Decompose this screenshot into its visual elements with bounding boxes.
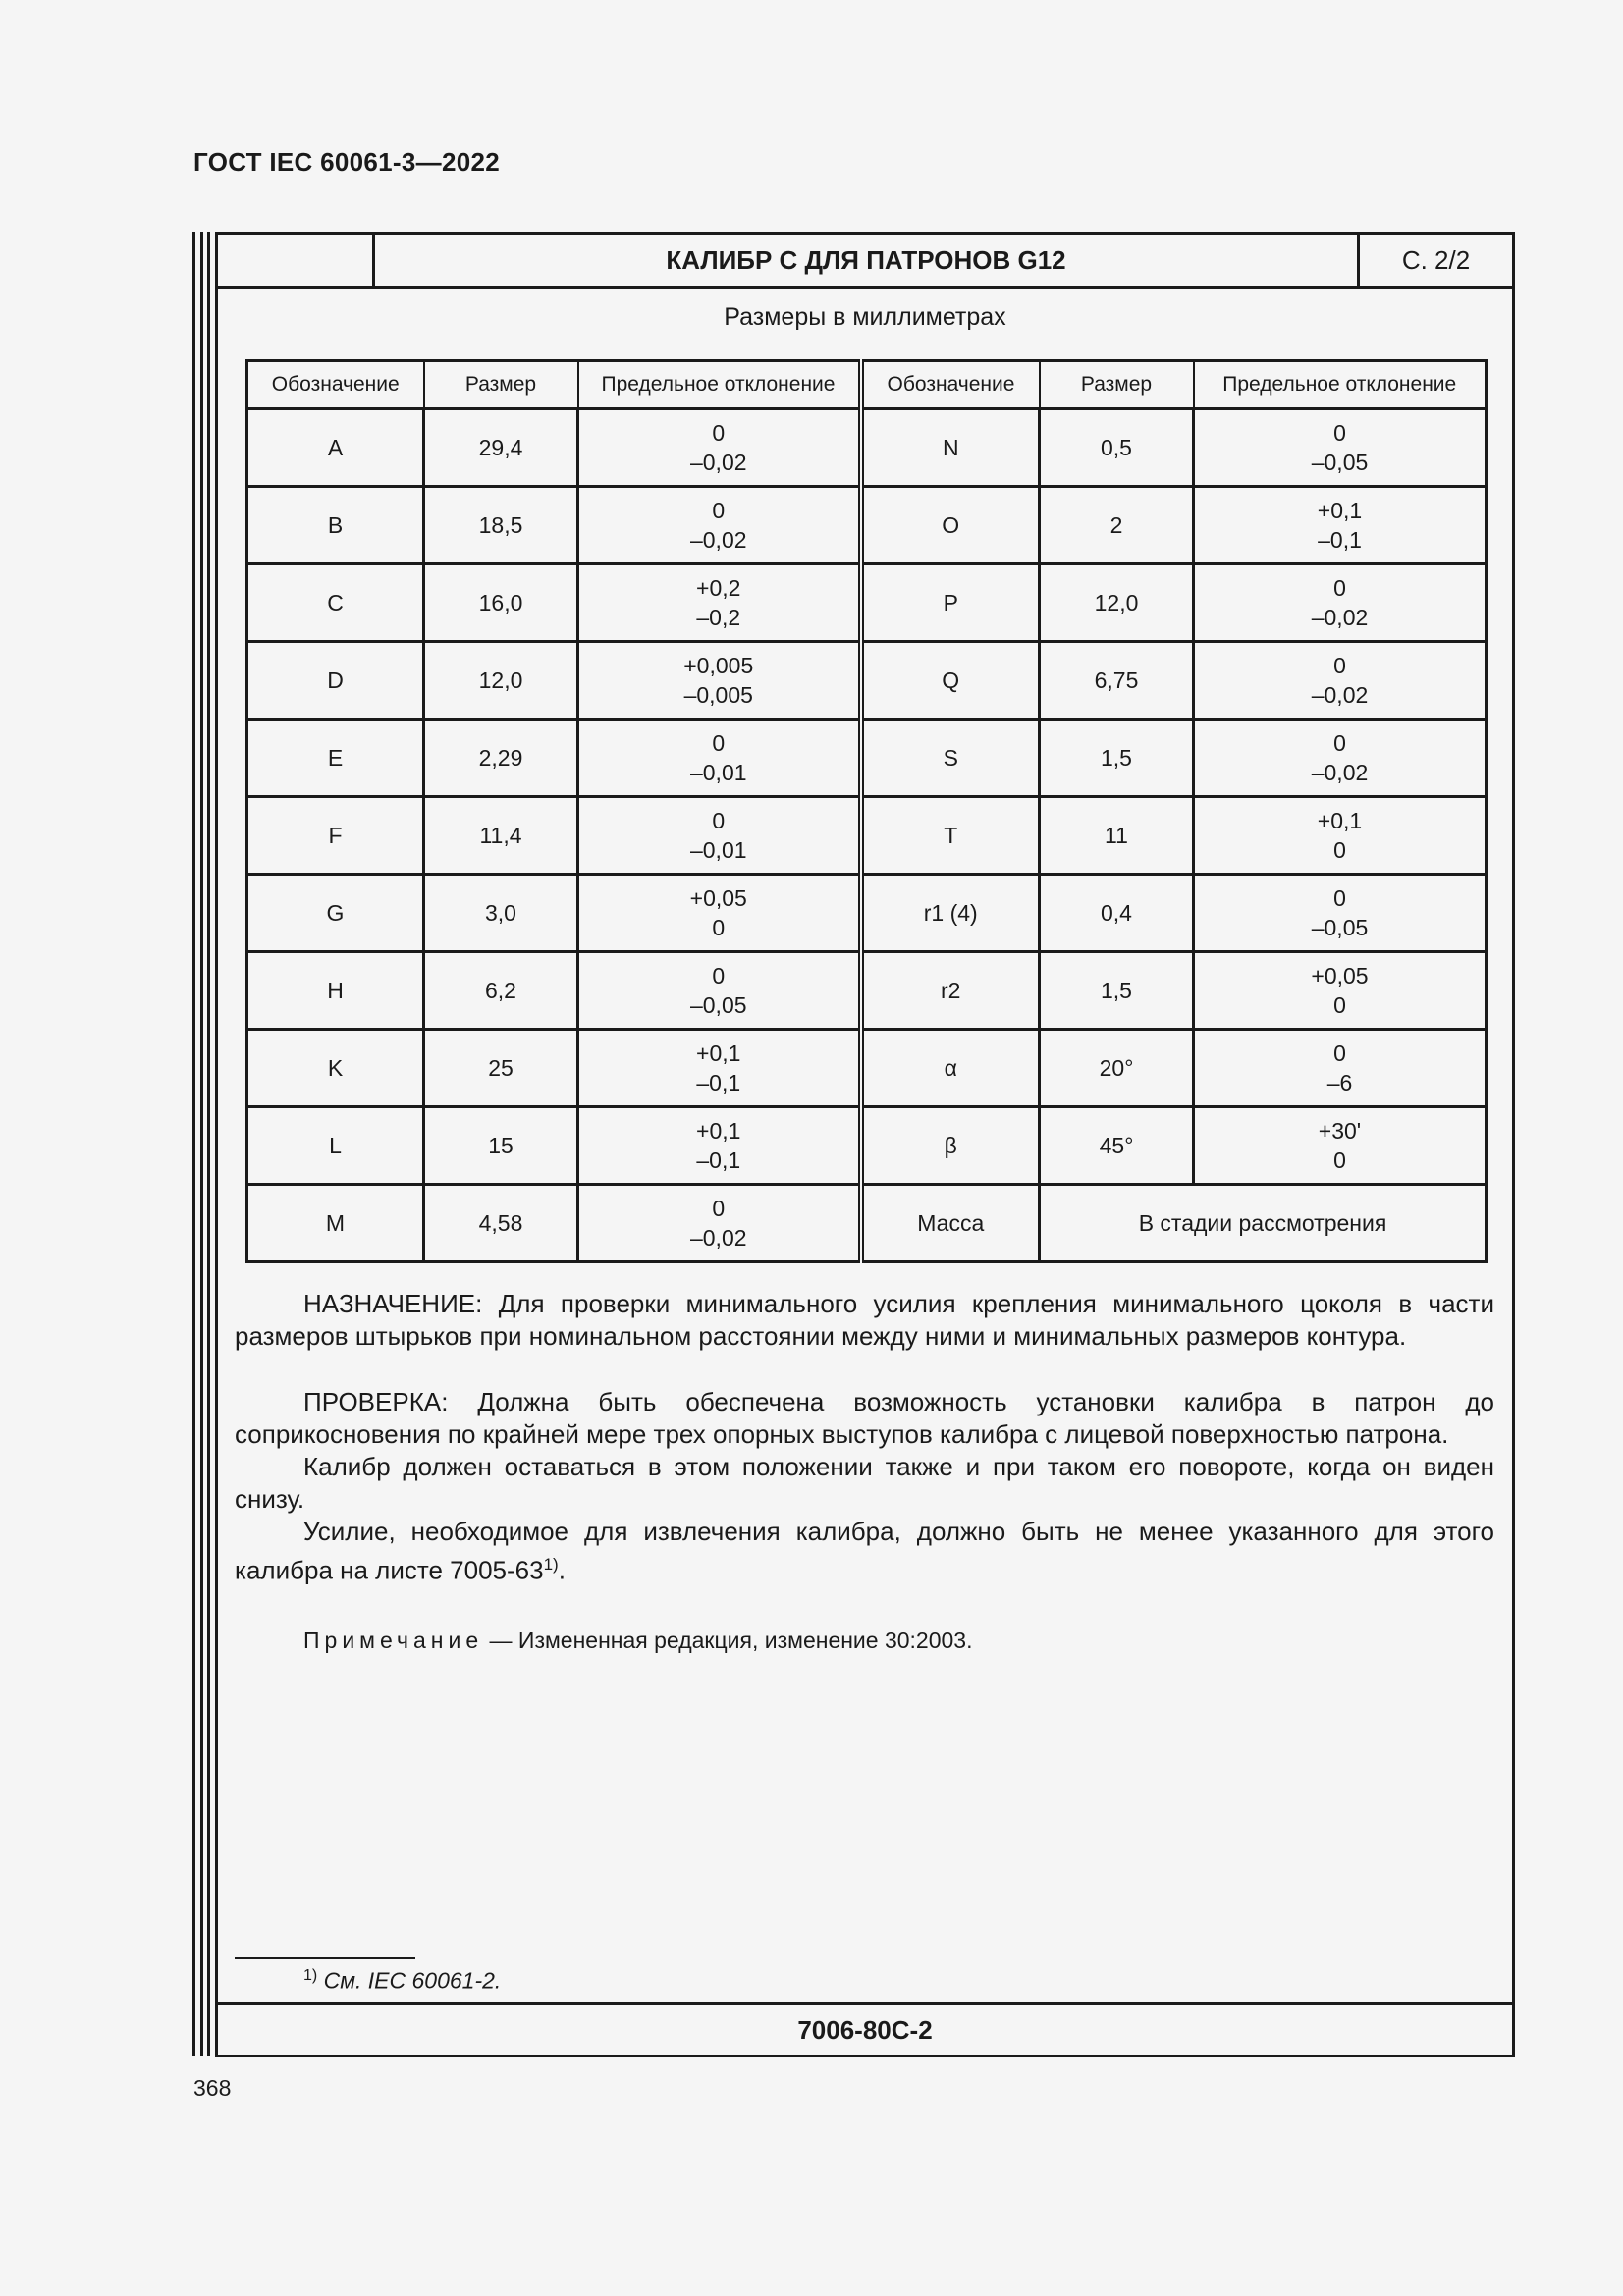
title-blank-cell [218,235,375,286]
tolerance-cell [578,1030,861,1107]
size-cell-value: 3,0 [485,900,516,926]
tolerance-cell [1194,875,1487,952]
tolerance-cell-value: –0,05 [1311,915,1369,940]
tolerance-cell [1194,797,1487,875]
tolerance-cell-value: +0,05 [1311,963,1369,988]
designation-cell [247,487,424,564]
tolerance-cell [578,1107,861,1185]
size-cell [1040,952,1194,1030]
tolerance-cell-value: –0,2 [696,605,741,630]
sheet-title: КАЛИБР С ДЛЯ ПАТРОНОВ G12 [375,235,1360,286]
tolerance-cell [578,642,861,720]
tolerance-cell-value: +0,1 [696,1041,741,1066]
force-text: Усилие, необходимое для извлечения калибра, должно быть не менее указанного для этого калибра на листе 7005-63 [235,1517,1494,1585]
size-cell [1040,487,1194,564]
footnote-mark: 1) [303,1967,318,1984]
footnote [303,1967,501,1995]
footnote-ref: 1) [543,1555,559,1574]
designation-cell-value: r1 (4) [923,900,978,926]
table-row [247,642,1487,720]
tolerance-cell-value: +0,1 [1317,498,1363,523]
size-cell [1040,1030,1194,1107]
tolerance-cell-value: +0,2 [696,575,741,601]
side-rule [200,232,203,2056]
table-row [247,1185,1487,1262]
dimensions-table [245,359,1488,1263]
table-row [247,797,1487,875]
size-cell [424,797,578,875]
mass-value-cell [1040,1185,1487,1262]
designation-cell-value: H [327,978,344,1003]
size-cell-value: 6,2 [485,978,516,1003]
designation-cell [247,875,424,952]
table-row [247,875,1487,952]
size-cell [424,875,578,952]
tolerance-cell-value: +30' [1318,1118,1362,1144]
tolerance-cell [1194,1107,1487,1185]
designation-cell [247,409,424,487]
tolerance-cell [1194,1030,1487,1107]
mass-label-cell [861,1185,1040,1262]
size-cell-value: 18,5 [478,512,523,538]
tolerance-cell [578,409,861,487]
tolerance-cell-value: 0 [712,808,726,833]
size-cell-value: 25 [488,1055,514,1081]
column-header: Предельное отклонение [578,361,861,409]
size-cell [424,1030,578,1107]
size-cell-value: 16,0 [478,590,523,615]
size-cell [1040,1107,1194,1185]
designation-cell [247,642,424,720]
column-header: Размер [1040,361,1194,409]
designation-cell-value: P [943,590,958,615]
tolerance-cell-value: –0,1 [1318,527,1362,553]
designation-cell [861,875,1040,952]
designation-cell-value: G [326,900,345,926]
note-paragraph [235,1625,1494,1657]
designation-cell-value: N [942,435,959,460]
column-header: Предельное отклонение [1194,361,1487,409]
document-header: ГОСТ IEC 60061-3—2022 [193,147,500,177]
size-cell-value: 2,29 [478,745,523,771]
tolerance-cell [1194,564,1487,642]
table-row [247,564,1487,642]
size-cell-value: 1,5 [1101,978,1132,1003]
tolerance-cell-value: –0,1 [696,1070,741,1095]
size-cell-value: 45° [1099,1133,1134,1158]
tolerance-cell [578,564,861,642]
tolerance-cell-value: –0,01 [689,760,747,785]
designation-cell [247,564,424,642]
size-cell [424,1185,578,1262]
size-cell-value: 1,5 [1101,745,1132,771]
table-row [247,720,1487,797]
designation-cell-value: T [944,823,958,848]
size-cell-value: 15 [488,1133,514,1158]
gauge-sheet [215,232,1515,2057]
designation-cell-value: M [325,1210,346,1236]
size-cell-value: 0,5 [1101,435,1132,460]
size-cell-value: 6,75 [1094,667,1139,693]
designation-cell [861,1107,1040,1185]
note-label: Примечание [303,1627,484,1653]
size-cell-value: 11 [1105,823,1128,848]
size-cell [1040,409,1194,487]
tolerance-cell-value: –0,01 [689,837,747,863]
tolerance-cell-value: –0,05 [689,992,747,1018]
designation-cell [247,720,424,797]
title-row [218,235,1512,289]
size-cell [424,487,578,564]
tolerance-cell-value: –0,02 [689,450,747,475]
footnote-rule [235,1957,415,1959]
table-row [247,1030,1487,1107]
size-cell-value: 12,0 [478,667,523,693]
size-cell [424,642,578,720]
footnote-text: См. IEC 60061-2. [323,1967,502,1994]
tolerance-cell [578,797,861,875]
tolerance-cell-value: –0,02 [689,1225,747,1251]
tolerance-cell-value: 0 [1333,1041,1346,1066]
designation-cell-value: S [943,745,958,771]
designation-cell-value: Q [942,667,960,693]
tolerance-cell-value: 0 [1333,420,1346,446]
tolerance-cell [578,1185,861,1262]
designation-cell [247,1185,424,1262]
table-row [247,952,1487,1030]
tolerance-cell-value: 0 [712,420,726,446]
designation-cell-value: B [327,512,344,538]
designation-cell [861,1030,1040,1107]
column-header: Размер [424,361,578,409]
tolerance-cell [578,720,861,797]
designation-cell-value: A [327,435,344,460]
tolerance-cell-value: 0 [712,498,726,523]
designation-cell [861,409,1040,487]
designation-cell [861,720,1040,797]
tolerance-cell [1194,952,1487,1030]
tolerance-cell-value: 0 [1333,837,1346,863]
table-row [247,409,1487,487]
designation-cell-value: O [942,512,960,538]
tolerance-cell-value: 0 [1333,730,1346,756]
tolerance-cell-value: –0,02 [1311,682,1369,708]
column-header: Обозначение [247,361,424,409]
size-cell [424,720,578,797]
designation-cell-value: L [329,1133,342,1158]
side-rule [207,232,210,2056]
purpose-paragraph: НАЗНАЧЕНИЕ: Для проверки минимального усилия крепления минимального цоколя в части размеров штырьков при номинальном расстоянии между ними и минимальных размеров контура. [235,1289,1494,1351]
size-cell [424,409,578,487]
designation-cell [861,487,1040,564]
tolerance-cell-value: 0 [1333,885,1346,911]
sheet-page-ref: С. 2/2 [1401,244,1471,275]
designation-cell [861,642,1040,720]
size-cell [1040,875,1194,952]
designation-cell-value: E [327,745,344,771]
size-cell-value: 20° [1099,1055,1134,1081]
tolerance-cell-value: –0,02 [1311,760,1369,785]
designation-cell-value: F [328,823,343,848]
tolerance-cell-value: –6 [1326,1070,1353,1095]
tolerance-cell-value: –0,005 [683,682,753,708]
size-cell [1040,564,1194,642]
tolerance-cell [578,875,861,952]
tolerance-cell-value: –0,02 [689,527,747,553]
tolerance-cell-value: +0,005 [683,653,754,678]
size-cell-value: 0,4 [1101,900,1132,926]
designation-cell [247,1030,424,1107]
table-header-row [247,361,1487,409]
designation-cell [247,797,424,875]
mass-value-cell-value: В стадии рассмотрения [1138,1210,1387,1236]
tolerance-cell-value: 0 [712,1196,726,1221]
designation-cell [247,952,424,1030]
force-end: . [558,1555,566,1585]
tolerance-cell-value: –0,1 [696,1148,741,1173]
size-cell-value: 4,58 [478,1210,523,1236]
tolerance-cell-value: –0,05 [1311,450,1369,475]
designation-cell [247,1107,424,1185]
size-cell-value: 11,4 [479,823,522,848]
tolerance-cell-value: –0,02 [1311,605,1369,630]
size-cell [424,952,578,1030]
table-row [247,1107,1487,1185]
size-cell [1040,797,1194,875]
tolerance-cell-value: 0 [1333,992,1346,1018]
designation-cell-value: β [944,1133,957,1158]
designation-cell-value: α [944,1055,957,1081]
side-rule [192,232,195,2056]
designation-cell [861,952,1040,1030]
tolerance-cell [1194,487,1487,564]
size-cell-value: 2 [1109,512,1123,538]
force-paragraph [235,1516,1494,1587]
tolerance-cell [578,487,861,564]
table-row [247,487,1487,564]
tolerance-cell-value: +0,05 [689,885,747,911]
designation-cell-value: K [327,1055,344,1081]
tolerance-cell [578,952,861,1030]
tolerance-cell-value: +0,1 [696,1118,741,1144]
tolerance-cell-value: 0 [1333,653,1346,678]
tolerance-cell [1194,720,1487,797]
body-text [235,1288,1494,1657]
tolerance-cell [1194,409,1487,487]
tolerance-cell-value: 0 [712,915,726,940]
designation-cell [861,797,1040,875]
size-cell [1040,720,1194,797]
page-number: 368 [193,2075,232,2101]
column-header: Обозначение [861,361,1040,409]
tolerance-cell-value: 0 [712,730,726,756]
tolerance-cell-value: 0 [1333,1148,1346,1173]
tolerance-cell-value: 0 [1333,575,1346,601]
position-paragraph: Калибр должен оставаться в этом положении также и при таком его повороте, когда он виден снизу. [235,1452,1494,1514]
mass-label-cell-value: Масса [917,1210,985,1236]
tolerance-cell [1194,642,1487,720]
designation-cell-value: r2 [941,978,961,1003]
designation-cell [861,564,1040,642]
units-note: Размеры в миллиметрах [724,303,1006,331]
designation-cell-value: D [327,667,344,693]
size-cell [424,564,578,642]
size-cell [1040,642,1194,720]
designation-cell-value: C [327,590,344,615]
size-cell [424,1107,578,1185]
size-cell-value: 12,0 [1094,590,1139,615]
note-text: — Измененная редакция, изменение 30:2003. [483,1627,973,1653]
tolerance-cell-value: 0 [712,963,726,988]
tolerance-cell-value: +0,1 [1317,808,1363,833]
sheet-code: 7006-80С-2 [218,2002,1512,2055]
size-cell-value: 29,4 [478,435,523,460]
check-paragraph: ПРОВЕРКА: Должна быть обеспечена возможность установки калибра в патрон до соприкосновения по крайней мере трех опорных выступов калибра с лицевой поверхностью патрона. [235,1387,1494,1449]
